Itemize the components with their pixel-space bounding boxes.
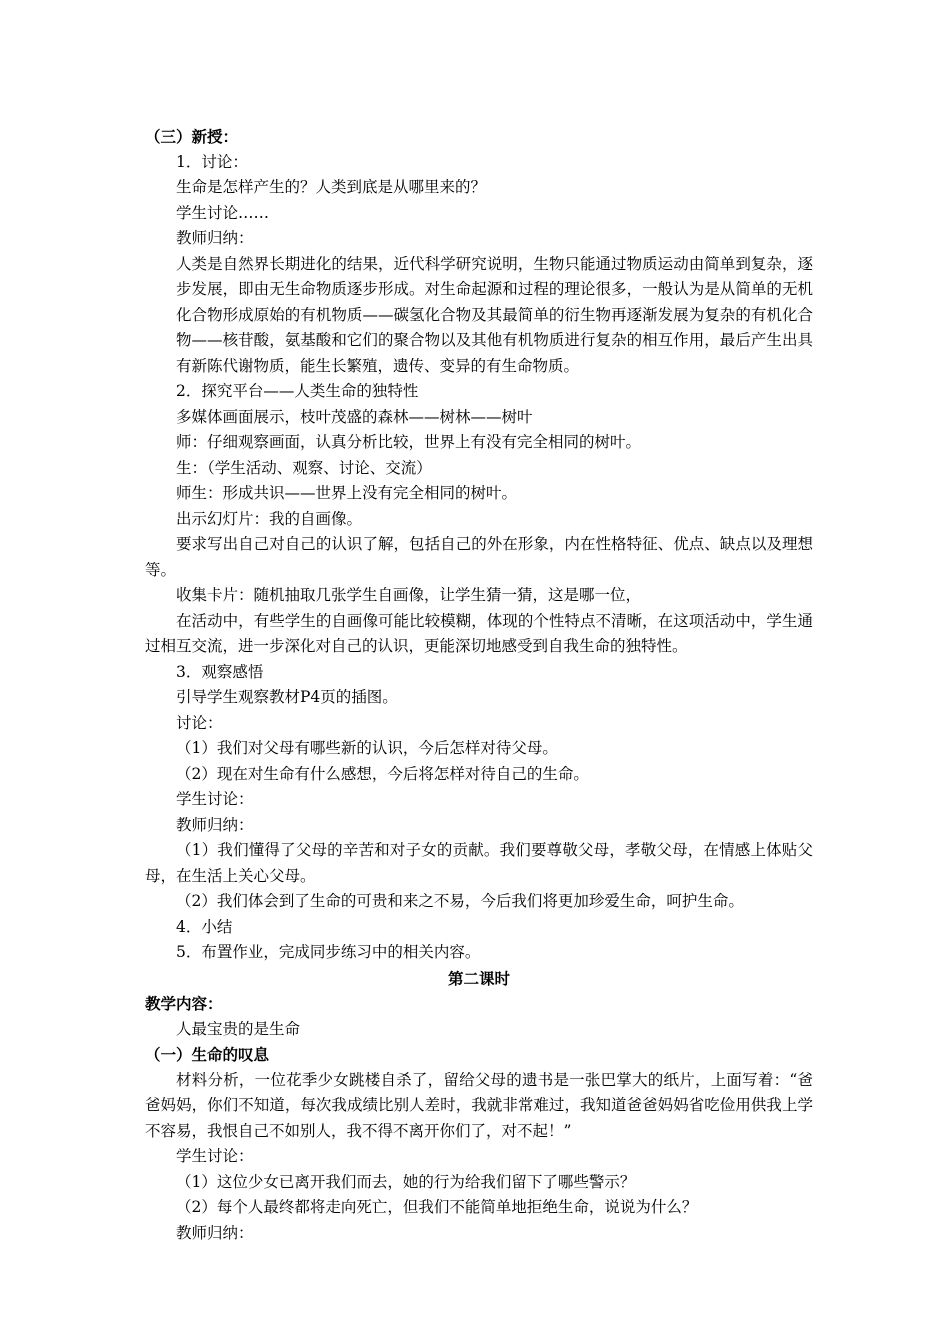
second-lesson-title: 第二课时 bbox=[447, 968, 510, 988]
student-discussion-2: 学生讨论： bbox=[176, 790, 254, 808]
cherish-life: （2）我们体会到了生命的可贵和来之不易，今后我们将更加珍爱生命，呵护生命。 bbox=[176, 892, 744, 910]
item-homework: 5．布置作业，完成同步练习中的相关内容。 bbox=[176, 943, 481, 961]
question-own-life: （2）现在对生命有什么感想，今后将怎样对待自己的生命。 bbox=[176, 764, 589, 783]
item-summary: 4．小结 bbox=[176, 917, 233, 936]
item-observation: 3．观察感悟 bbox=[176, 662, 264, 681]
guide-textbook-image: 引导学生观察教材P4页的插图。 bbox=[176, 688, 398, 706]
discussion-label: 讨论： bbox=[176, 713, 223, 732]
teaching-content-heading: 教学内容： bbox=[145, 994, 223, 1013]
teacher-summary-label-2: 教师归纳： bbox=[176, 815, 254, 834]
teacher-observe-leaves: 师：仔细观察画面，认真分析比较，世界上有没有完全相同的树叶。 bbox=[176, 433, 642, 451]
section-heading-sigh-of-life: （一）生命的叹息 bbox=[145, 1045, 270, 1064]
student-discussion: 学生讨论…… bbox=[176, 203, 270, 222]
life-most-precious: 人最宝贵的是生命 bbox=[176, 1019, 301, 1038]
question-origin-of-life: 生命是怎样产生的？人类到底是从哪里来的？ bbox=[176, 178, 487, 196]
paragraph-evolution: 人类是自然界长期进化的结果，近代科学研究说明，生物只能通过物质运动由简单到复杂，逐步发展，即由无生命物质逐步形成。对生命起源和过程的理论很多，一般认为是从简单的无机化合物形成原始的有机物质——碳氢化合物及其最简单的衍生物再逐渐发展为复杂的有机化合物——核苷酸，氨基酸和它们的聚合物以及其他有机物质进行复杂的相互作用，最后产生出具有新陈代谢物质，能生长繁殖，遗传、变异的有生命物质。 bbox=[176, 254, 813, 375]
question-warning: （1）这位少女已离开我们而去，她的行为给我们留下了哪些警示？ bbox=[176, 1172, 636, 1191]
paragraph-activity-uniqueness: 在活动中，有些学生的自画像可能比较模糊，体现的个性特点不清晰，在这项活动中，学生通过相互交流，进一步深化对自己的认识，更能深切地感受到自我生命的独特性。 bbox=[145, 611, 813, 655]
question-parents: （1）我们对父母有哪些新的认识，今后怎样对待父母。 bbox=[176, 739, 558, 757]
multimedia-display: 多媒体画面展示，枝叶茂盛的森林——树林——树叶 bbox=[176, 407, 533, 426]
paragraph-material-analysis: 材料分析，一位花季少女跳楼自杀了，留给父母的遗书是一张巴掌大的纸片，上面写着：“爸爸妈妈，你们不知道，每次我成绩比别人差时，我就非常难过，我知道爸爸妈妈省吃俭用供我上学不容易，我恨自己不如别人，我不得不离开你们了，对不起！” bbox=[145, 1070, 813, 1140]
item-exploration-platform: 2．探究平台——人类生命的独特性 bbox=[176, 382, 419, 400]
section-heading-new-lesson: （三）新授： bbox=[145, 127, 239, 146]
teacher-summary-label: 教师归纳： bbox=[176, 229, 254, 247]
collect-cards: 收集卡片：随机抽取几张学生自画像，让学生猜一猜，这是哪一位， bbox=[176, 586, 642, 604]
student-discussion-3: 学生讨论： bbox=[176, 1147, 254, 1165]
paragraph-self-understanding: 要求写出自己对自己的认识了解，包括自己的外在形象，内在性格特征、优点、缺点以及理想等。 bbox=[145, 535, 813, 579]
question-reject-life: （2）每个人最终都将走向死亡，但我们不能简单地拒绝生命，说说为什么？ bbox=[176, 1198, 698, 1216]
consensus-leaves: 师生：形成共识——世界上没有完全相同的树叶。 bbox=[176, 484, 518, 502]
document-page bbox=[145, 124, 813, 1246]
student-activity: 生：（学生活动、观察、讨论、交流） bbox=[176, 458, 432, 477]
paragraph-respect-parents: （1）我们懂得了父母的辛苦和对子女的贡献。我们要尊敬父母，孝敬父母，在情感上体贴父母，在生活上关心父母。 bbox=[145, 841, 813, 885]
slide-self-portrait: 出示幻灯片：我的自画像。 bbox=[176, 509, 363, 528]
item-discussion: 1．讨论： bbox=[176, 152, 248, 171]
teacher-summary-label-3: 教师归纳： bbox=[176, 1223, 254, 1242]
